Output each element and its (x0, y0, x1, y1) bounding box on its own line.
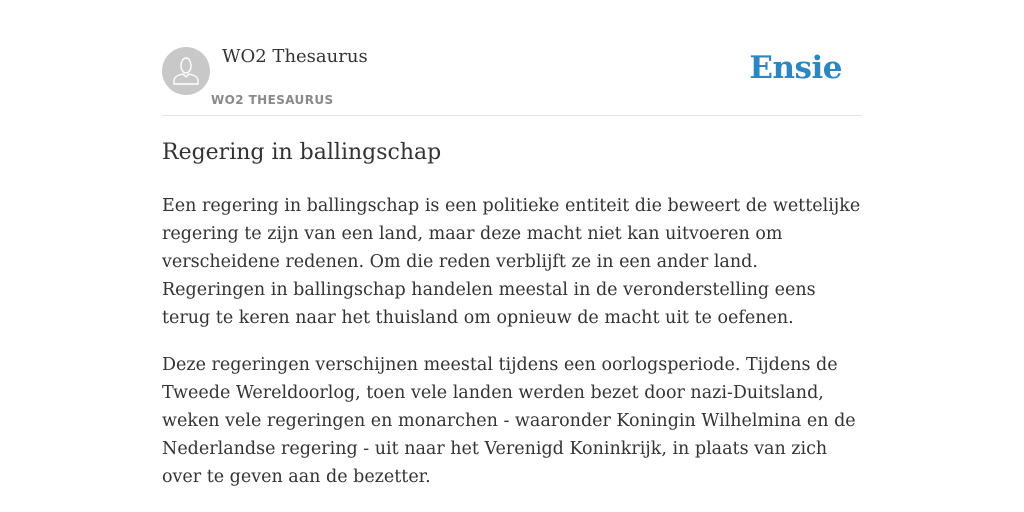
definition-paragraph-2: Deze regeringen verschijnen meestal tijdens een oorlogsperiode. Tijdens de Tweede Wereldoorlog, toen vele landen werden bezet door nazi-Duitsland, weken vele regeringen en monarchen - waaronder Koningin Wilhelmina en de Nederlandse regering - uit naar het Verenigd Koninkrijk, in plaats van zich over te geven aan de bezetter. (162, 355, 856, 487)
definition-paragraph-1: Een regering in ballingschap is een politieke entiteit die beweert de wettelijke regering te zijn van een land, maar deze macht niet kan uitvoeren om verscheidene redenen. Om die reden verblijft ze in een ander land. Regeringen in ballingschap handelen meestal in de veronderstelling eens terug te keren naar het thuisland om opnieuw de macht uit te oefenen. (162, 196, 861, 328)
user-silhouette-icon (162, 47, 210, 95)
page-container (162, 0, 862, 487)
term-title: Regering in ballingschap (162, 140, 442, 165)
source-avatar[interactable] (162, 47, 210, 95)
source-header (162, 0, 862, 116)
ensie-logo-link[interactable]: Ensie (749, 50, 842, 86)
source-subtitle: WO2 THESAURUS (211, 93, 334, 107)
source-title-link[interactable]: WO2 Thesaurus (222, 46, 368, 67)
